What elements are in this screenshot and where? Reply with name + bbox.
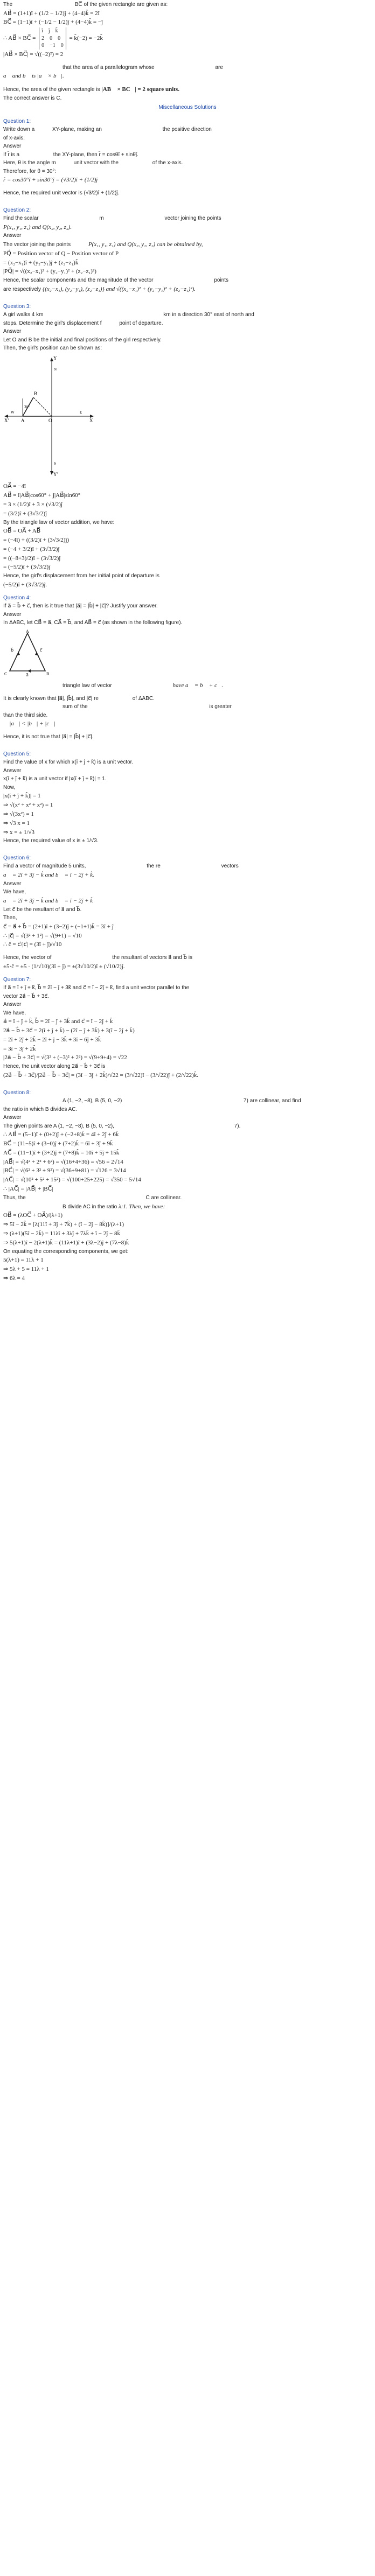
q8-line-3: The given points are A (1, −2, −8), B (5, 0, −2), 7). bbox=[3, 1123, 241, 1129]
q2-line-3: The vector joining the points P(x₁, y₁, z₁) and Q(x₂, y₂, z₂) can be obtained by, bbox=[3, 241, 203, 248]
question-3 bbox=[3, 295, 372, 589]
q5-result: Hence, the required value of x is ± 1/√3. bbox=[3, 838, 99, 844]
intro-line-1: The BC̅ of the given rectangle are given as: bbox=[3, 2, 168, 8]
q4-line-2: In ΔABC, let CB⃗ = a⃗, CA⃗ = b⃗, and AB⃗ = c⃗ (as shown in the following figure). bbox=[3, 620, 183, 626]
question-7 bbox=[3, 972, 372, 1080]
q8-eq-12: 5(λ+1) = 11λ + 1 bbox=[3, 1257, 44, 1264]
q6-answer-label: Answer bbox=[3, 880, 22, 887]
question-1-head: Question 1: bbox=[3, 118, 31, 124]
question-5 bbox=[3, 742, 372, 845]
q8-eq-8: OB⃗ = (λOC⃗ + OA⃗)/(λ+1) bbox=[3, 1212, 63, 1219]
label-a: A bbox=[21, 417, 25, 423]
q7-eq-5: |2a⃗ − b⃗ + 3c⃗| = √(3² + (−3)² + 2²) = √(9+9+4) = √22 bbox=[3, 1054, 127, 1061]
tri-label-a: A bbox=[26, 628, 29, 634]
label-e: E bbox=[80, 410, 82, 415]
question-2 bbox=[3, 198, 372, 293]
q3-displacement-figure bbox=[3, 354, 372, 481]
q3-eq-6: = (−4î) + ((3/2)î + (3√3/2)ĵ) bbox=[3, 536, 70, 543]
q8-answer-label: Answer bbox=[3, 1115, 22, 1121]
question-6 bbox=[3, 846, 372, 971]
q8-eq-7: ∴ |AC⃗| = |AB⃗| + |BC⃗| bbox=[3, 1186, 53, 1193]
q2-answer-label: Answer bbox=[3, 233, 22, 239]
q1-line-5: Therefore, for θ = 30°: bbox=[3, 168, 57, 174]
q2-line-2: P(x₁, y₁, z₁) and Q(x₂, y₂, z₂). bbox=[3, 223, 72, 230]
q4-triangle-figure bbox=[3, 629, 372, 680]
label-angle: 30° bbox=[24, 404, 30, 409]
q2-line-5: are respectively {(x₂−x₁), (y₂−y₁), (z₂−z₁)} and √((x₂−x₁)² + (y₂−y₁)² + (z₂−z₁)²). bbox=[3, 285, 196, 292]
q4-line-1: If a⃗ = b⃗ + c⃗, then is it true that |a⃗| = |b⃗| + |c⃗|? Justify your answer. bbox=[3, 603, 158, 610]
q6-line-1: Find a vector of magnitude 5 units, the re vectors bbox=[3, 863, 239, 870]
q8-eq-13: ⇒ 5λ + 5 = 11λ + 1 bbox=[3, 1266, 49, 1273]
q8-line-1: A (1, −2, −8), B (5, 0, −2) 7) are collinear, and find bbox=[63, 1098, 301, 1104]
q5-eq-5: ⇒ x = ± 1/√3 bbox=[3, 829, 35, 836]
question-8-head: Question 8: bbox=[3, 1089, 31, 1096]
tri-label-c: C bbox=[4, 671, 8, 676]
q6-eq-4: ±5·ĉ = ±5 · (1/√10)(3î + ĵ) = ±(3√10/2)î ± (√10/2)ĵ. bbox=[3, 963, 125, 970]
q8-eq-9: ⇒ 5î − 2k̂ = [λ(11î + 3ĵ + 7k̂) + (î − 2ĵ − 8k̂)]/(λ+1) bbox=[3, 1221, 124, 1228]
question-3-head: Question 3: bbox=[3, 303, 31, 310]
q2-eq-1: PQ⃗ = Position vector of Q − Position vector of P bbox=[3, 250, 119, 257]
q7-eq-1: a⃗ = î + ĵ + k̂, b⃗ = 2î − ĵ + 3k̂ and c⃗ = î − 2ĵ + k̂ bbox=[3, 1018, 113, 1025]
q7-line-3: We have, bbox=[3, 1010, 26, 1016]
question-7-head: Question 7: bbox=[3, 976, 31, 983]
question-8 bbox=[3, 1081, 372, 1283]
q5-eq-2: ⇒ √(x² + x² + x²) = 1 bbox=[3, 802, 53, 809]
q4-line-5: sum of the is greater bbox=[63, 704, 232, 710]
question-4 bbox=[3, 590, 372, 741]
q8-eq-14: ⇒ 6λ = 4 bbox=[3, 1275, 25, 1282]
q1-line-3: If r̂ is a the XY-plane, then r̂ = cosθî + sinθĵ. bbox=[3, 151, 138, 158]
q5-eq-4: ⇒ √3 x = 1 bbox=[3, 820, 30, 827]
q3-line-1: A girl walks 4 km km in a direction 30° east of north and bbox=[3, 312, 254, 318]
q1-line-2: of x-axis. bbox=[3, 135, 25, 141]
tri-label-b: B bbox=[46, 671, 50, 676]
q5-answer-label: Answer bbox=[3, 767, 22, 774]
tri-label-vec-a: a⃗ bbox=[26, 672, 29, 677]
q4-result: Hence, it is not true that |a⃗| = |b⃗| + |c⃗|. bbox=[3, 734, 94, 740]
q2-line-1: Find the scalar m vector joining the points bbox=[3, 215, 221, 222]
q3-result: (−5/2)î + (3√3/2)ĵ. bbox=[3, 581, 47, 588]
q6-then: Then, bbox=[3, 915, 17, 921]
misc-solutions-title: Miscellaneous Solutions bbox=[158, 104, 217, 111]
q2-eq-3: |PQ⃗| = √((x₂−x₁)² + (y₂−y₁)² + (z₂−z₁)²) bbox=[3, 268, 96, 275]
q6-line-6: Hence, the vector of the resultant of vectors a⃗ and b⃗ is bbox=[3, 955, 192, 961]
question-5-head: Question 5: bbox=[3, 751, 31, 757]
q7-line-2: vector 2a⃗ − b⃗ + 3c⃗. bbox=[3, 993, 49, 999]
q6-line-2: a⃗ = 2î + 3ĵ − k̂ and b⃗ = î − 2ĵ + k̂. bbox=[3, 871, 94, 878]
q1-line-4: Here, θ is the angle m unit vector with the of the x-axis. bbox=[3, 160, 183, 166]
q3-axes-diagram bbox=[3, 354, 95, 478]
q4-answer-label: Answer bbox=[3, 611, 22, 618]
q3-answer-label: Answer bbox=[3, 328, 22, 335]
q3-eq-7: = (−4 + 3/2)î + (3√3/2)ĵ bbox=[3, 545, 60, 552]
q6-eq-2: ∴ |c⃗| = √(3² + 1²) = √(9+1) = √10 bbox=[3, 932, 82, 939]
label-w: W bbox=[11, 410, 15, 415]
label-x: X bbox=[89, 417, 93, 423]
label-b: B bbox=[34, 390, 38, 396]
q7-answer-label: Answer bbox=[3, 1002, 22, 1008]
q1-line-1: Write down a XY-plane, making an the positive direction bbox=[3, 127, 212, 133]
q5-eq-3: ⇒ √(3x²) = 1 bbox=[3, 810, 34, 817]
q1-result: Hence, the required unit vector is (√3/2)î + (1/2)ĵ. bbox=[3, 190, 120, 197]
question-1 bbox=[3, 114, 372, 197]
q4-line-3: triangle law of vector have a⃗ = b⃗ + c⃗. bbox=[63, 682, 224, 689]
q8-eq-10: ⇒ (λ+1)(5î − 2k̂) = 11λî + 3λĵ + 7λk̂ + î − 2ĵ − 8k̂ bbox=[3, 1230, 120, 1237]
q1-equation: r̂ = cos30°î + sin30°ĵ = (√3/2)î + (1/2)ĵ bbox=[3, 177, 98, 184]
q1-answer-label: Answer bbox=[3, 143, 22, 150]
q2-line-4: Hence, the scalar components and the magnitude of the vector points bbox=[3, 277, 228, 284]
q8-eq-2: BC⃗ = (11−5)î + (3−0)ĵ + (7+2)k̂ = 6î + 3ĵ + 9k̂ bbox=[3, 1140, 113, 1147]
q4-triangle-diagram bbox=[3, 629, 52, 677]
q8-eq-11: ⇒ 5(λ+1)î − 2(λ+1)k̂ = (11λ+1)î + (3λ−2)ĵ + (7λ−8)k̂ bbox=[3, 1239, 129, 1246]
q5-line-1: Find the value of x for which x(î + ĵ + k̂) is a unit vector. bbox=[3, 759, 134, 766]
q7-line-1: If a⃗ = î + ĵ + k̂, b⃗ = 2î − ĵ + 3k̂ and c⃗ = î − 2ĵ + k̂, find a unit vector parallel to the bbox=[3, 985, 190, 991]
determinant-matrix: î ĵ k̂ 2 0 0 0 −1 0 bbox=[39, 27, 66, 50]
q8-eq-4: |AB⃗| = √(4² + 2² + 6²) = √(16+4+36) = √56 = 2√14 bbox=[3, 1158, 123, 1165]
question-4-head: Question 4: bbox=[3, 594, 31, 601]
q5-line-2: x(î + ĵ + k̂) is a unit vector if |x(î + ĵ + k̂)| = 1. bbox=[3, 776, 107, 782]
intro-section bbox=[3, 1, 372, 102]
q7-eq-6: (2a⃗ − b⃗ + 3c⃗)/|2a⃗ − b⃗ + 3c⃗| = (3î − 3ĵ + 2k̂)/√22 = (3/√22)î − (3/√22)ĵ + (2/√22)k̂. bbox=[3, 1072, 199, 1079]
q3-eq-9: = (−5/2)î + (3√3/2)ĵ bbox=[3, 564, 51, 571]
q6-line-5: Let c⃗ be the resultant of a⃗ and b⃗. bbox=[3, 906, 82, 913]
q3-eq-2: AB⃗ = î|AB⃗|cos60° + ĵ|AB⃗|sin60° bbox=[3, 492, 81, 499]
intro-hence: Hence, the area of the given rectangle is |AB⃗ × BC⃗| = 2 square units. bbox=[3, 86, 179, 93]
q5-now: Now, bbox=[3, 784, 16, 790]
question-2-head: Question 2: bbox=[3, 207, 31, 213]
q6-line-3: We have, bbox=[3, 889, 26, 895]
q8-line-2: the ratio in which B divides AC. bbox=[3, 1106, 78, 1112]
q7-eq-2: 2a⃗ − b⃗ + 3c⃗ = 2(î + ĵ + k̂) − (2î − ĵ + 3k̂) + 3(î − 2ĵ + k̂) bbox=[3, 1027, 135, 1034]
q8-line-4: Thus, the C are collinear. bbox=[3, 1195, 182, 1201]
q8-line-6: On equating the corresponding components, we get: bbox=[3, 1248, 129, 1255]
q4-line-6: than the third side. bbox=[3, 712, 48, 718]
intro-ab-equation: AB⃗ = (1+1)î + (1/2 − 1/2)ĵ + (4−4)k̂ = 2î bbox=[3, 10, 100, 17]
q4-line-4: It is clearly known that |a⃗|, |b⃗|, and |c⃗| re of ΔABC. bbox=[3, 695, 155, 702]
intro-area-vec: a⃗ and b⃗ is |a⃗ × b⃗|. bbox=[3, 73, 64, 80]
q3-eq-3: = 3 × (1/2)î + 3 × (√3/2)ĵ bbox=[3, 501, 63, 508]
q6-eq-3: ∴ ĉ = c⃗/|c⃗| = (3î + ĵ)/√10 bbox=[3, 941, 62, 948]
intro-correct-answer: The correct answer is C. bbox=[3, 95, 62, 101]
q7-line-4: Hence, the unit vector along 2a⃗ − b⃗ + 3c⃗ is bbox=[3, 1063, 106, 1070]
label-o: O bbox=[48, 417, 52, 423]
q7-eq-4: = 3î − 3ĵ + 2k̂ bbox=[3, 1045, 36, 1052]
q8-eq-3: AC⃗ = (11−1)î + (3+2)ĵ + (7+8)k̂ = 10î + 5ĵ + 15k̂ bbox=[3, 1149, 120, 1156]
tri-label-vec-c: c⃗ bbox=[40, 647, 43, 653]
label-n: N bbox=[54, 367, 57, 372]
q8-eq-1: ∴ AB⃗ = (5−1)î + (0+2)ĵ + (−2+8)k̂ = 4î + 2ĵ + 6k̂ bbox=[3, 1131, 119, 1138]
intro-area-text: that the area of a parallelogram whose are bbox=[63, 64, 223, 71]
q5-eq-1: |x(î + ĵ + k̂)| = 1 bbox=[3, 793, 41, 800]
q7-eq-3: = 2î + 2ĵ + 2k̂ − 2î + ĵ − 3k̂ + 3î − 6ĵ + 3k̂ bbox=[3, 1036, 101, 1043]
intro-magnitude: |AB⃗ × BC⃗| = √((−2)²) = 2 bbox=[3, 51, 64, 58]
q3-line-3: Let O and B be the initial and final positions of the girl respectively. bbox=[3, 337, 162, 343]
q3-line-6: Hence, the girl's displacement from her initial point of departure is bbox=[3, 573, 159, 579]
label-x-prime: X′ bbox=[4, 417, 9, 423]
q3-line-4: Then, the girl's position can be shown as: bbox=[3, 345, 102, 352]
q3-eq-5: OB⃗ = OA⃗ + AB⃗ bbox=[3, 528, 41, 534]
q8-line-5: B divide AC in the ratio λ:1. Then, we have: bbox=[63, 1203, 165, 1210]
tri-label-vec-b: b⃗ bbox=[11, 647, 14, 653]
label-s: S bbox=[54, 461, 56, 466]
q2-eq-2: = (x₂−x₁)î + (y₂−y₁)ĵ + (z₂−z₁)k̂ bbox=[3, 259, 79, 266]
q3-line-2: stops. Determine the girl's displacement f point of departure. bbox=[3, 320, 163, 326]
label-y-prime: Y′ bbox=[53, 471, 58, 477]
label-y: Y bbox=[53, 355, 57, 361]
q8-eq-6: |AC⃗| = √(10² + 5² + 15²) = √(100+25+225) = √350 = 5√14 bbox=[3, 1177, 141, 1184]
intro-bc-equation: BC⃗ = (1−1)î + (−1/2 − 1/2)ĵ + (4−4)k̂ = −ĵ bbox=[3, 19, 103, 26]
q8-eq-5: |BC⃗| = √(6² + 3² + 9²) = √(36+9+81) = √126 = 3√14 bbox=[3, 1167, 126, 1174]
q3-eq-1: OA⃗ = −4î bbox=[3, 483, 26, 490]
q3-eq-4: = (3/2)î + (3√3/2)ĵ bbox=[3, 510, 47, 517]
intro-cross-product: ∴ AB⃗ × BC⃗ = î ĵ k̂ 2 0 0 0 −1 0 = k̂(−2) = −2k̂ bbox=[3, 28, 103, 49]
q3-eq-8: = ((−8+3)/2)î + (3√3/2)ĵ bbox=[3, 555, 61, 562]
q3-line-5: By the triangle law of vector addition, we have: bbox=[3, 519, 115, 526]
q6-eq-1: c⃗ = a⃗ + b⃗ = (2+1)î + (3−2)ĵ + (−1+1)k̂ = 3î + ĵ bbox=[3, 923, 114, 930]
page bbox=[0, 0, 375, 1283]
q6-line-4: a⃗ = 2î + 3ĵ − k̂ and b⃗ = î − 2ĵ + k̂ bbox=[3, 897, 93, 904]
question-6-head: Question 6: bbox=[3, 855, 31, 861]
q4-eq-1: ∴ |a⃗| < |b⃗| + |c⃗| bbox=[3, 720, 55, 727]
